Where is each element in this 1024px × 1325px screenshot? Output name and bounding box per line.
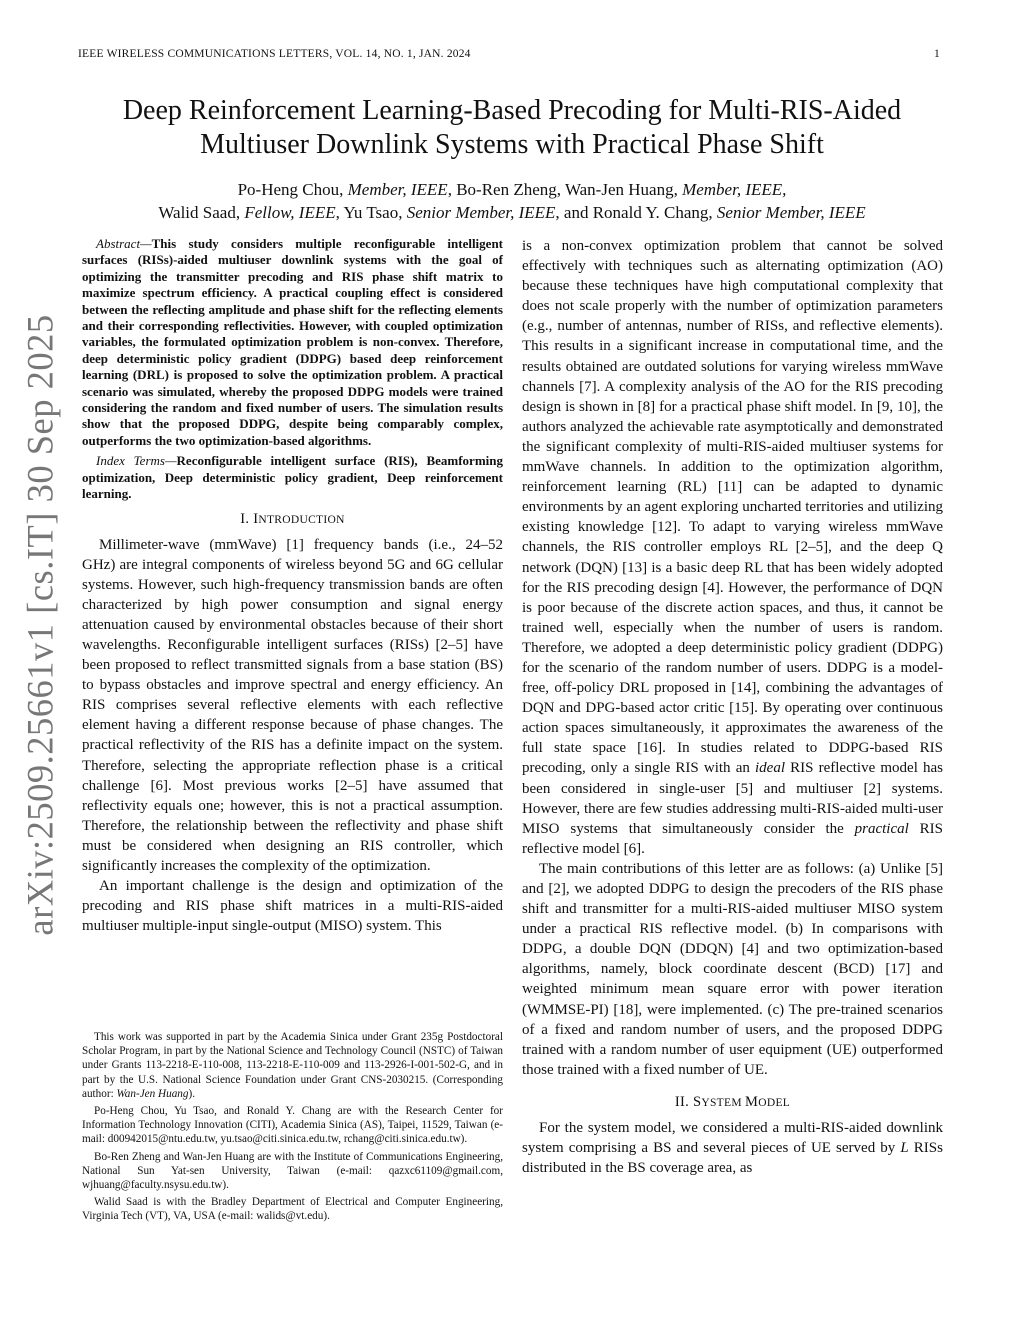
author-membership: Senior Member, IEEE: [406, 203, 556, 222]
footnote-text: This work was supported in part by the Academia Sinica under Grant 235g Postdoctoral Scholar Program, in part by the National Science and Technology Council (NSTC) of Taiwan under Grants 113-2218-E-110-008, 113-2218-E-110-009 and 113-2926-I-001-502-G, and in part by the U.S. National Science Foundation under Grant CNS-2030215. (Corresponding author:: [82, 1031, 503, 1100]
page-number: 1: [934, 48, 940, 60]
author-name: Walid Saad,: [158, 203, 245, 222]
author-line-2: [60, 201, 964, 224]
abstract-text: This study considers multiple reconfigurable intelligent surfaces (RISs)-aided multiuser downlink systems with the goal of optimizing the transmitter precoding and RIS phase shift matrix to maximize spectrum efficiency. A practical coupling effect is considered between the reflecting amplitude and phase shift for the reflecting elements and their corresponding reflectivities. However, with coupled optimization variables, the formulated optimization problem is non-convex. Therefore, deep deterministic policy gradient (DDPG) based deep reinforcement learning (DRL) is proposed to solve the optimization problem. A practical scenario was simulated, whereby the proposed DDPG models were trained considering the random and fixed number of users. The simulation results show that the proposed DDPG, despite being comparably complex, outperforms the two optimization-based algorithms.: [82, 236, 503, 448]
footnote-affiliation: Bo-Ren Zheng and Wan-Jen Huang are with the Institute of Communications Engineering, National Sun Yat-sen University, Taiwan (e-mail: qazxc61109@gmail.com, wjhuang@faculty.nsysu.edu.tw).: [82, 1150, 503, 1192]
left-column: [82, 236, 503, 936]
author-name: Po-Heng Chou,: [237, 180, 348, 199]
author-membership: Member, IEEE: [347, 180, 448, 199]
footnotes: [82, 1030, 503, 1227]
section-heading-smallcaps: ODEL: [758, 1096, 791, 1109]
paragraph-text: RIS reflective model has been considered in single-user [5] and multiuser [2] systems. However, there are few studies addressing multi-RIS-aided multi-user MISO systems that simultaneously consider the: [522, 760, 943, 837]
running-head: IEEE WIRELESS COMMUNICATIONS LETTERS, VOL. 14, NO. 1, JAN. 2024: [78, 48, 471, 60]
footnote-affiliation: Po-Heng Chou, Yu Tsao, and Ronald Y. Chang are with the Research Center for Information Technology Innovation (CITI), Academia Sinica (AS), Taipei, 11529, Taiwan (e-mail: d00942015@ntu.edu.tw, yu.tsao@citi.sinica.edu.tw, rchang@citi.sinica.edu.tw).: [82, 1105, 503, 1146]
emphasis: practical: [854, 820, 909, 837]
index-terms-label: Index Terms—: [96, 453, 177, 469]
paragraph: [522, 236, 943, 859]
paragraph: An important challenge is the design and optimization of the precoding and RIS phase shift matrices in a multi-RIS-aided multiuser multiple-input single-output (MISO) system. This: [82, 878, 503, 935]
paragraph: The main contributions of this letter are as follows: (a) Unlike [5] and [2], we adopted DDPG to design the precoders of the RIS phase shift and transmitter for a multi-RIS-aided multiuser MISO system under a practical RIS reflective model. (b) In comparisons with DDPG, a double DQN (DDQN) [4] and two optimization-based algorithms, namely, block coordinate descent (BCD) [17] and weighted minimum mean square error with power iteration (WMMSE-PI) [18], were implemented. (c) The pre-trained scenarios of a fixed and random number of users, and the proposed DDPG trained with a random number of user equipment (UE) outperformed those trained with a fixed number of UE.: [522, 860, 943, 1078]
footnote-affiliation: Walid Saad is with the Bradley Department of Electrical and Computer Engineering, Virginia Tech (VT), VA, USA (e-mail: walids@vt.edu).: [82, 1196, 503, 1223]
paragraph-text: is a non-convex optimization problem that cannot be solved effectively with techniques such as alternating optimization (AO) because these techniques have high computational complexity that does not scale properly with the number of optimization parameters (e.g., number of antennas, number of RISs, and reflective elements). This results in a significant increase in computational time, and the results obtained are outdated solutions for varying wireless mmWave channels [7]. A complexity analysis of the AO for the RIS precoding design is shown in [8] for a practical phase shift model. In [9, 10], the authors analyzed the achievable rate asymptotically and demonstrated the significant complexity of multi-RIS-aided multiuser systems for mmWave channels. In addition to the optimization algorithm, reinforcement learning (RL) [11] can be adapted to dynamic environments by an agent exploring uncharted territories and utilizing existing knowledge [12]. To adapt to varying wireless mmWave channels, the RIS controller employs RL [2–5], and the deep Q network (DQN) [13] is a basic deep RL that has been widely adopted for the RIS precoding design [4]. However, the performance of DQN is poor because of the discrete action spaces, and thus, it cannot be trained well, especially when the number of users is random. Therefore, we adopted a deep deterministic policy gradient (DDPG) for the scenario of the random number of users. DDPG is a model-free, off-policy DRL proposed in [14], combining the advantages of DQN and DPG-based actor critic [15]. By operating over continuous action spaces simultaneously, it approximates the awareness of the full state space [16]. In studies related to DDPG-based RIS precoding, only a single RIS with an: [522, 238, 943, 777]
paragraph: [522, 1118, 943, 1178]
abstract: [82, 236, 503, 449]
author-membership: Senior Member, IEEE: [716, 203, 866, 222]
author-line-1: [60, 178, 964, 201]
section-heading-cap: S: [693, 1093, 702, 1110]
author-name: , and Ronald Y. Chang,: [555, 203, 717, 222]
section-heading-smallcaps: YSTEM: [701, 1096, 746, 1109]
corresponding-author: Wan-Jen Huang: [116, 1087, 189, 1100]
emphasis: ideal: [755, 760, 785, 777]
section-heading-system-model: [522, 1094, 943, 1111]
paragraph-text: RIS reflective model [6].: [522, 820, 943, 857]
author-list: [60, 178, 964, 224]
footnote-funding: [82, 1030, 503, 1101]
section-heading-cap: I: [253, 510, 259, 527]
section-heading-cap: M: [745, 1093, 759, 1110]
author-name: , Yu Tsao,: [335, 203, 407, 222]
math-variable: L: [900, 1140, 909, 1157]
section-heading-smallcaps: NTRODUCTION: [258, 513, 345, 526]
title-line-1: Deep Reinforcement Learning-Based Precoding for Multi-RIS-Aided: [122, 95, 902, 126]
section-numeral: I.: [240, 510, 254, 527]
footnote-text: ).: [188, 1087, 196, 1100]
intro-body-right: [522, 236, 943, 1080]
paragraph-text: RISs distributed in the BS coverage area, as: [522, 1140, 943, 1177]
index-terms: [82, 453, 503, 502]
paper-title: [60, 94, 964, 162]
author-membership: Fellow, IEEE: [244, 203, 336, 222]
abstract-label: Abstract—: [96, 236, 152, 251]
right-column: [522, 236, 943, 1178]
intro-body-left: [82, 535, 503, 937]
system-model-body: [522, 1118, 943, 1178]
author-name: , Bo-Ren Zheng, Wan-Jen Huang,: [447, 180, 683, 199]
author-membership: Member, IEEE,: [682, 180, 787, 199]
section-heading-introduction: [82, 511, 503, 528]
section-numeral: II.: [674, 1093, 693, 1110]
arxiv-stamp: arXiv:2509.25661v1 [cs.IT] 30 Sep 2025: [19, 314, 61, 936]
paragraph-text: For the system model, we considered a multi-RIS-aided downlink system comprising a BS and several pieces of UE served by: [522, 1119, 943, 1157]
title-line-2: Multiuser Downlink Systems with Practical Phase Shift: [200, 129, 824, 160]
index-terms-text: Reconfigurable intelligent surface (RIS), Beamforming optimization, Deep deterministic policy gradient, Deep reinforcement learning.: [82, 453, 504, 502]
paragraph: Millimeter-wave (mmWave) [1] frequency bands (i.e., 24–52 GHz) are integral components of wireless beyond 5G and 6G cellular systems. However, such high-frequency transmission bands are often characterized by high power consumption and signal energy attenuation caused by environmental obstacles because of their short wavelengths. Reconfigurable intelligent surfaces (RISs) [2–5] have been proposed to reflect transmitted signals from a base station (BS) to bypass obstacles and improve spectral and energy efficiency. An RIS comprises several reflective elements with each reflective element having a different response because of phase changes. The practical reflectivity of the RIS has a definite impact on the system. Therefore, selecting the appropriate reflection phase is a critical challenge [6]. Most previous works [2–5] have assumed that reflectivity equals one; however, this is not a practical assumption. Therefore, the relationship between the reflectivity and phase shift must be considered when designing an RIS controller, which significantly increases the complexity of the optimization.: [82, 536, 503, 874]
